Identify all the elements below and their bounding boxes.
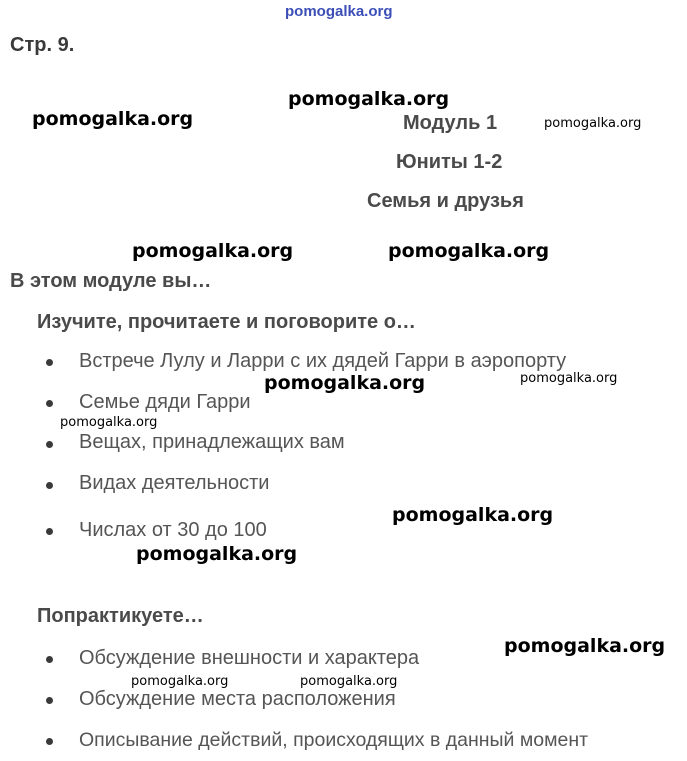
intro-heading: В этом модуле вы… xyxy=(10,270,212,292)
list-item: Вещах, принадлежащих вам xyxy=(79,431,345,453)
watermark-top: pomogalka.org xyxy=(285,3,393,20)
bullet xyxy=(46,738,53,745)
watermark: pomogalka.org xyxy=(288,88,450,110)
bullet xyxy=(46,400,53,407)
watermark: pomogalka.org xyxy=(392,504,554,526)
watermark: pomogalka.org xyxy=(131,674,229,689)
bullet xyxy=(46,656,53,663)
units-title: Юниты 1-2 xyxy=(396,151,503,173)
list-item: Встрече Лулу и Ларри с их дядей Гарри в аэропорту xyxy=(79,350,567,372)
watermark: pomogalka.org xyxy=(60,415,158,430)
watermark: pomogalka.org xyxy=(136,543,298,565)
module-title: Модуль 1 xyxy=(403,112,498,134)
page-number: Стр. 9. xyxy=(10,34,75,56)
watermark: pomogalka.org xyxy=(520,371,618,386)
bullet xyxy=(46,359,53,366)
section2-heading: Попрактикуете… xyxy=(37,605,204,627)
bullet xyxy=(46,441,53,448)
bullet xyxy=(46,482,53,489)
list-item: Числах от 30 до 100 xyxy=(79,519,267,541)
section1-heading: Изучите, прочитаете и поговорите о… xyxy=(37,311,416,333)
watermark: pomogalka.org xyxy=(300,674,398,689)
watermark: pomogalka.org xyxy=(544,116,642,131)
watermark: pomogalka.org xyxy=(32,108,194,130)
list-item: Семье дяди Гарри xyxy=(79,391,251,413)
bullet xyxy=(46,697,53,704)
watermark: pomogalka.org xyxy=(504,635,666,657)
list-item: Видах деятельности xyxy=(79,472,270,494)
topic-title: Семья и друзья xyxy=(367,190,524,212)
watermark: pomogalka.org xyxy=(132,240,294,262)
watermark: pomogalka.org xyxy=(264,372,426,394)
watermark: pomogalka.org xyxy=(388,240,550,262)
bullet xyxy=(46,528,53,535)
list-item: Описывание действий, происходящих в данный момент xyxy=(79,729,589,751)
list-item: Обсуждение внешности и характера xyxy=(79,647,420,669)
list-item: Обсуждение места расположения xyxy=(79,688,396,710)
